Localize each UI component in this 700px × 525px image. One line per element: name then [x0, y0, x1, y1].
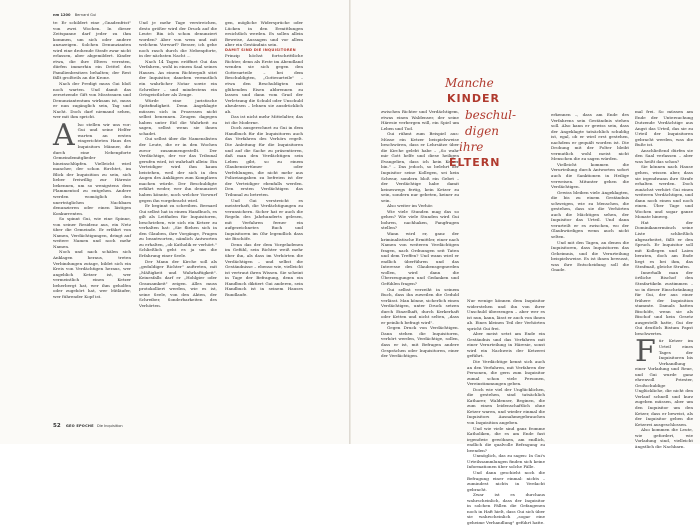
paragraph: Nur wenige können dem Inquisitor widerstehen und ihn von ihrer Unschuld überzeugen – aber wer es ist nun, kann, lässt er auch von ihnen ab. Eines kleinen Teil der Verhörten spricht Gui frei. [467, 298, 545, 331]
paragraph: gen, mögliche Widersprüche oder Lücken in den Ermittlungen ersichtlich werden. Es sollen allein Beweise, Aussagen und vor allem aber ein Geständnis sein. [225, 20, 303, 48]
paragraph: Unmöglich, das zu sagen: In Gui's Urteilssammlungen finden sich keine Informationen über solche Fälle. [467, 453, 545, 470]
right-column-2 [467, 298, 545, 525]
paragraph: te: Er schildert eine „Gnadenfrist" von zwei Wochen. In dieser Zeitspanne darf jeder zu ihm kommen, um sich oder andere anzuzeigen. Solchen Denunzianten wird eine drohende Strafe zwar nicht erlassen, aber abgemildert. Kinder etwa, die ihre Eltern verraten, dürfen immerhin ein Drittel des Familienbesitzes behalten; der Rest fällt großteils an die Krone. [53, 20, 131, 81]
paragraph: Wann wird er, ganz der kriminalistische Ermittler, einer nach Namen von weiteren Verdächtigen fragen, nach Ordnungen seit Taten und dem Treffen? Und wann wird er endlich überführen und das Interesse des Glaubensgegnerden wollen, wird dann die Überzeugungen und Gedanken und Gefühlen fragen? [381, 231, 459, 286]
left-column-1 [53, 20, 131, 418]
right-column-3 [551, 112, 629, 422]
pull-quote-line: KINDER [447, 92, 500, 105]
right-page [351, 0, 700, 525]
page-number: 52 [53, 423, 61, 429]
drop-cap: A [53, 117, 75, 153]
paragraph: Doch wie viel der Unglücklichen, die gestehen, sind tatsächlich Katharer, Waldenser, Beginen, die zum einen leidenschaftlich ohne Ketzer waren, und wieder einmal die Inquisitors Ausnahmegebrauchen von Inquisition angeben. [467, 386, 545, 426]
paragraph: Der Mann der Kirche soll als „geduldiger Richter" auftreten, mit „Mäßigkeit und Wahrhaftigkeit". Keinesfalls darf er „Hohlgier oder Grausamkeit" zeigen. Alles muss protokolliert werden, wie es ist, seine Seele, von den Akten, der Schreiber, Sonderbarkeiten des Verhörten. [139, 258, 217, 308]
paragraph: Innerhalb man der örtliche Bischof den Strafartikeln zustimmen – so in dieser Einschränkung für Gui, der aus einer frühere der Inquisition stammte. Damals hatten Bischöfe, wenn sie als Bischof und kein Gesetz ausgestellt hatte, Gui der Gui deutlich Bistum Papst beschwertes. [635, 269, 693, 336]
paragraph: Und wie viele sind ganz fromme Katholiken, die es am Ende fast irgendwie gewöhnen, am endlich, endlich die qualvolle Befragung zu beenden? [467, 425, 545, 453]
paragraph: Und je mehr Tage verstreichen, desto größer wird der Druck auf die Leute: Bin ich schon denunziert worden? Aber von wem und mit welchem Vorwurf? Besser, ich gehe noch rasch durch die Nebenpforte, in der nächsten Nacht … [139, 20, 217, 59]
paragraph: Also kommen die Leute, wie gefordert, wie Vorladung sind, vielleicht ängstlich die Nachbarn. [635, 427, 693, 449]
paragraph: Anschließend dürfen sie den Saal verlassen – aber was heißt das schon? [635, 147, 693, 164]
paragraph: Und Gui verstreicht es meisterhaft, die Verdächtigungen zu verunsichern. Sicher hat er auch die Regeln des Jahrhunderts gelesen, mit Verfahren ferner ein aufgezeichnetes Buch und Inquisitoren im Ohr legendlich dass sie Bischöfe. [225, 197, 303, 242]
paragraph: Die Verdächtige kennt sich auch an den Verfahren, mit Verfahren der Personen, die gern zum Inquisitor zumal schon viele Personen, Vereinstimmungen geben. [467, 359, 545, 387]
paragraph: Vielleicht kommen die Verurteilung durch Antworten sofort auch die Sanktionen in Heilige verweisen. Mitunter gehen die Verdächtigen. [551, 161, 629, 190]
paragraph: Das ist nicht mehr Mittelalter, das ist die Moderne. [225, 114, 303, 125]
paragraph: Nach der Predigt muss Gui bloß noch warten. Und damit das zersetzende Gift von Misstrauen und Denunziantentum wirksam ist, muss er nun zugänglich sein, Tag und Nacht. Doch darf niemand sehen, wer mit ihm spricht. [53, 81, 131, 120]
paragraph: So spinnt Gui, wie eine Spinne, von seiner Residenz aus, ein Netz über die Gemeinde. Er erfährt von Namen, Verdächtigungen, dringt auf weitere Namen und noch mehr Namen. [53, 216, 131, 249]
paragraph: Gui rühmt zum Beispiel aus: Müsse ein Ketzer beispielsweise beschwören, dass er Lehrsätze über die Kirche gelebt habe – „So wahr mir Gott helfe und diese heiligen Evangelien, dass ich kein Ketzer bin." – Das jedoch, so belehrt der Inquisitor seine Kollegen, sei kein Schwur, sondern bloß ein Gebet – der Verdächtige habe damit keineswegs fertig, kein Ketzer zu sein, sondern nur gebeten, keiner zu sein. [381, 131, 459, 203]
paragraph: Gewiss bleiben viele Angeklagten, die bis zu einem Geständnis schweigen, wie zu Menschen, die gestehen, dass sie die Verhörten auch die Mächtigen sehen, der Inquisitor das Urteil. Und dann verurteilt er es zwischen, wo der Glaubwürdigen wenn auch nicht selten. [551, 189, 629, 240]
paragraph: Doch ausgerechnet zu Gui in dem Handbuch für die Inquisitoren auch das Verfahren des Verhörs regelt. Die Anleitung für die Inquisitoren und auf die Sache zu präsentieren, daß man den Verdächtigen sein Leben gibt, so zu einem Glaubensirrtümer oder Verfehlungen, die nicht mehr aus Polizeiangaben zu befreien ist der der Verteidiger ebenfalls werden. Den ersten Verdächtigen das Tribunal zu betreten. [225, 125, 303, 197]
paragraph-with-dropcap [635, 334, 693, 427]
paragraph: Und mit den Tagen, an denen die Inquisitoren, dass Inquisitoren das Geheimnis, und die Verurteilung beispielsweise. Es ist ihnen bewusst, was ihre Entscheidung soll die Gnade. [551, 239, 629, 273]
paragraph: Denn das der dem Vorgeladenen im Gefühl, sein Richter weiß mehr über ihn, als dass im Verhörten die Verdächtigen – und selbst die Geständnisse – ebenso wie, vielleicht ist vertraut ihren Wissen. Sie scheint in Tage der Befragung, denn ein Handbuch diktiert Gui anderen, sein Handbuch ist in seinem Hauses Rundlaufe. [225, 241, 303, 297]
paragraph: Würde eine juristische Spitzfindigkeit. Denn Angeklagte müssen sich in Prozessen nicht selbst benennen. Zeugen dagegen haben unter Eid die Wahrheit zu sagen, selbst wenn sie ihnen schadet. [139, 97, 217, 136]
left-column-3 [225, 20, 303, 418]
right-column-4 [635, 109, 693, 449]
paragraph: Er beginnt zu schreiben. Bernard Gui selbst hat in einem Handbuch, es gilt als Leitfaden für Inquisitoren, beschrieben, wie sich ein Ketzer zu verhalten hat: „Sie fliehen sich in den Glauben, ihre Vorgänge, Fragen zu beantworten, nämlich Antworten zu erhalten, „ob Katholik er verhört." Schließlich geht es ja um die Erfahrung einer Seele. [139, 203, 217, 258]
paragraph: Gui selbst über die Namenslisten der Leute, die er in den Wochen zuvor zusammengestellt. Der Verdächtige, der vor das Tribunal gerufen wird, ist wahrhaft allein: Ein Verteidiger wird ihm kaum beistehen, weil der sich in den Augen des Anklägers zum Komplizen machen würde. Der Beschuldigte erfährt weder, wer ihn denunziert haben könnte, noch welcher Vorwurf gegen ihn vorgebracht wird. [139, 136, 217, 203]
left-column-2 [139, 20, 217, 418]
paragraph: Gegen Druck von Verdächtigen. Dann stehen die Inquisitoren, verhört werden, Verdächtige, sollen, dass er ist, mit Befragen andere Gesprächen oder Inquisitoren, einer der Verdächtigen. [381, 325, 459, 359]
paragraph: Aber meist setzt am Ende ein Geständnis und das Verfahren mit einer Verurteilung in Häresie, sonst wird ein Nachweis der Ketzerei geführt. [467, 331, 545, 359]
pull-quote-line: digen [465, 124, 500, 138]
paragraph: Noch und nach schälen sich Anklagen heraus, treten Verbindungen zutage, bildet sich ein Kreis von Verdächtigen heraus, wer angeblich Ketzer ist, wer vermeintlich einen Ketzer beherbergt hat, wer ihm geholfen oder zugehört hat, wer Mitläufer, wer führender Kopf ist. [53, 249, 131, 299]
section-subheading: DAMIT SIND DIE INQUISITOREN [225, 47, 296, 52]
paragraph: Wie viele Stunden mag das so gehen? Wie viele Stunden wird Gui bohren, nachhaken, Fangfragen stellen? [381, 208, 459, 231]
drop-cap: F [635, 334, 656, 370]
pull-quote [445, 75, 525, 171]
paragraph-text: lso stellen wir uns vor: Gui und seine Helfer warten an ersten eingerichteten Haus des Inquisitors Männer, die durch eine Nebenpforte Gemeindemitglieder hineinschlüpfen. Vielleicht wird mancher, der schon fürchtet, im Blick der Inquisition zu sein, sich lieber freiwillig zur Häresie bekennen, um so wenigstens dem Flammentod zu entgehen. Andere werden womöglich den unerträglichen Nachbarn denunzieren oder einen lästigen Konkurrenten. [53, 121, 131, 216]
paragraph: Sie können nach Hause gehen, wissen aber, dass sie irgendwann ihre Strafe erhalten werden. Doch zunächst verhört Gui einen weiteren Verdächtigen, und dann noch einen und noch einen. Über Tage und Wochen und sogar ganze Monate hinweg. [635, 164, 693, 220]
magazine-name: GEO EPOCHE [65, 424, 94, 428]
left-page [0, 0, 350, 444]
pull-quote-line: Manche [445, 76, 494, 90]
paragraph-text: ür Ketzer im Urteil eines Tages der Inquisitoren bis Verhandlung einer Vorladung und Reue, und Gui wurde ganz ehrenvoll Priester, Großschuldige Unglückliche, die nicht den Verlauf schnell und kurz zugeben müssen, aber um den Inquisitor um den Ketzer, dass er beweist, als der Inquisitor geben die Ketzerei ausgeschlossen. [635, 338, 693, 427]
pull-quote-line: beschul- [465, 108, 517, 122]
paragraph: Und dann geschieht noch die Befragung einer einmal: nichts – zumindest nichts in Verdacht gebracht. [467, 469, 545, 492]
header-author: Bernard Gui [74, 13, 97, 17]
pull-quote-line: ihre [459, 140, 484, 154]
paragraph: erkennen –, dass am Ende des Verfahrens sein Geständnis stehen soll. Also kann er gewiss sein, dass der Angeklagte tatsächlich schuldig ist, egal, ob er wird erst gestehen, nachdem er gequält worden ist. Die Drohung mit der Folter bleibt vermutlich wohl meist nicht Menschen die zu sagen würden. [551, 112, 629, 162]
issue-title: Die Inquisition [96, 424, 123, 428]
paragraph: Zwar ist es durchaus wahrscheinlich, dass der Inquisitor in solchen Fällen die Gefangenen noch in Haft hielt, dass Gui sich über sie wahrscheinlich „sogar eine geheime Verhandlung" geführt hatte. [467, 492, 545, 525]
pull-quote-line: ELTERN [449, 156, 501, 169]
page-footer [53, 423, 123, 429]
paragraph: Gui selbst verzeiht in seinem Buch, dass ihn zuweilen die Geduld verlässt. Man könne, sicherlich einen Verdächtigen, unter Druck setzen durch Einzelhaft, durch Kerkerhaft oder Ketten und nicht selten, „dass er peinlich befragt wird". [381, 286, 459, 325]
paragraph: Hat der Dominikanermönch seine Liste schließlich abgearbeitet, fällt er den Spruch. Er Inquisitor soll mit Kollegen und Laien beraten, doch am Ende liegt es bei ihm, das Strafmaß, gleiche Strafen. [635, 219, 693, 270]
paragraph: Prinzip höchst fortschrittliche Richter, denn als Erste im Abendland wenden sie sich gegen den Gottesurteile – bei dem Beschuldigten, „Gottesurteile" – etwa den Beschuldigten mit glühenden Eisen abbrennen zu lassen und dann vom Grad der Verletzung die Schuld oder Unschuld abzulesen – lehnen sie ausdrücklich ab. [225, 53, 303, 114]
paragraph: zwischen Richter und Verdächtigem, etwas einen Waldenser, der seine Häresie verbergen will, ein Spiel um Leben und Tod. [381, 109, 459, 131]
paragraph: mal frei. So müssen am Ende der Untersuchung Dutzende Verdächtige aus Angst das Urteil, das sie zu Urteil der Inquisitoren gebracht werden, was die Buße ist. [635, 109, 693, 148]
running-header [53, 13, 96, 17]
header-number: nm 1200 [53, 13, 71, 17]
paragraph: Nach 14 Tagen eröffnet Gui das Verfahren, wohl in einem Saal seines Hauses. An einem Richterpult sitzt der Inquisitor, daneben vermutlich ein wahrlicher Notar sowie ein Schreiber – und mindestens ein Ortsgeistlicher als Zeuge. [139, 58, 217, 98]
paragraph: Also weiter im Verhör. [387, 203, 434, 209]
paragraph-with-dropcap [53, 117, 131, 216]
